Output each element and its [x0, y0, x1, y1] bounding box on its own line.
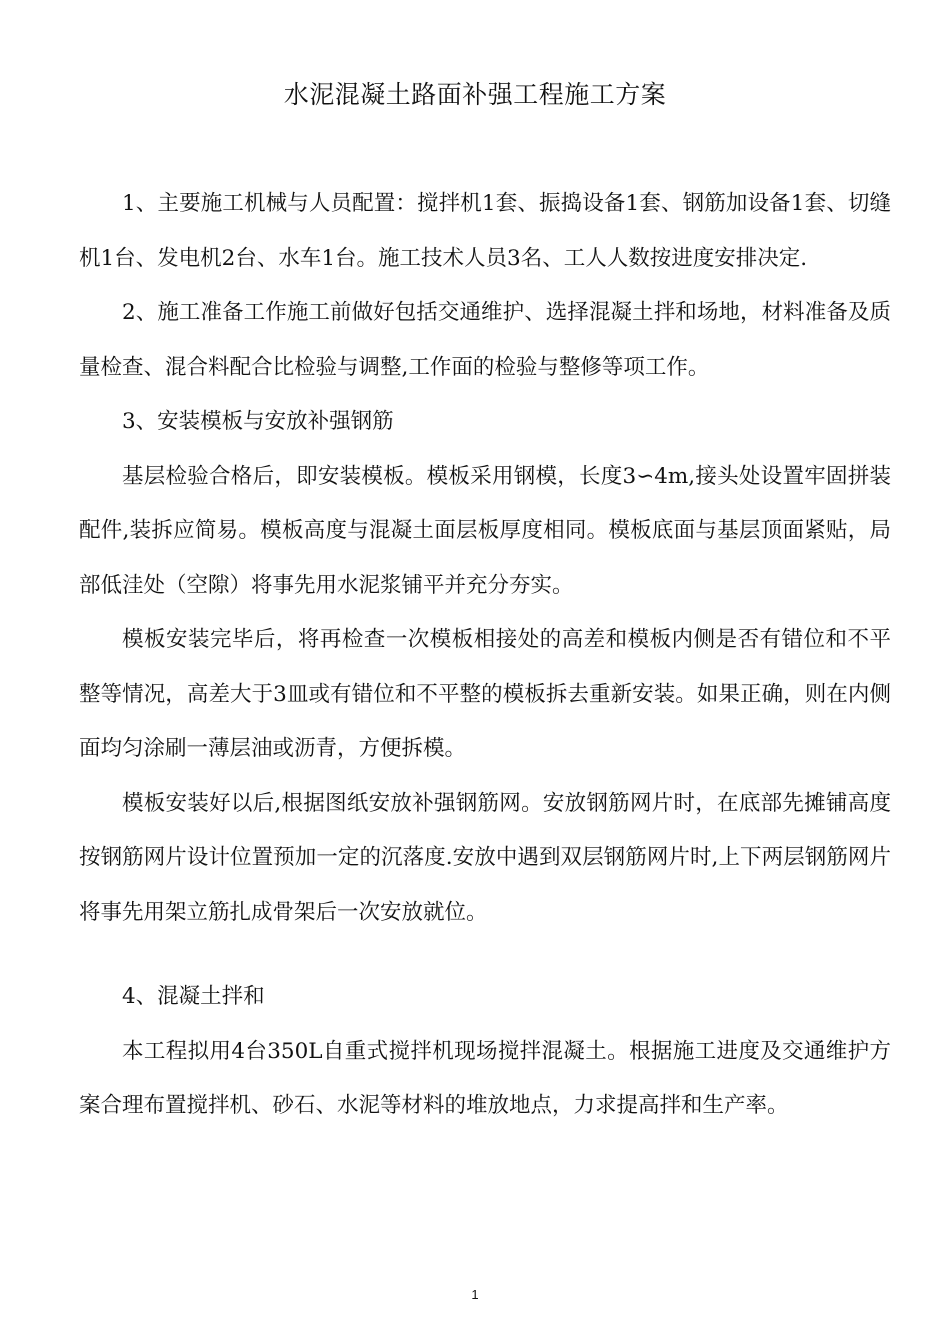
document-title: 水泥混凝土路面补强工程施工方案 [283, 80, 667, 109]
document-body [79, 177, 891, 1134]
paragraph-rebar-placement: 模板安装好以后,根据图纸安放补强钢筋网。安放钢筋网片时，在底部先摊铺高度按钢筋网片设计位置预加一定的沉落度.安放中遇到双层钢筋网片时,上下两层钢筋网片将事先用架立筋扎成骨架后一次安放就位。 [79, 790, 891, 925]
paragraph-preparation: 2、施工准备工作施工前做好包括交通维护、选择混凝土拌和场地，材料准备及质量检查、混合料配合比检验与调整,工作面的检验与整修等项工作。 [79, 300, 891, 380]
paragraph-formwork-check: 模板安装完毕后，将再检查一次模板相接处的高差和模板内侧是否有错位和不平整等情况，高差大于3皿或有错位和不平整的模板拆去重新安装。如果正确，则在内侧面均匀涂刷一薄层油或沥青，方便拆模。 [79, 627, 891, 761]
paragraph-concrete-mixing: 本工程拟用4台350L自重式搅拌机现场搅拌混凝土。根据施工进度及交通维护方案合理布置搅拌机、砂石、水泥等材料的堆放地点，力求提高拌和生产率。 [79, 1038, 891, 1118]
heading-formwork-reinforcement: 3、安装模板与安放补强钢筋 [122, 409, 394, 434]
page-number: 1 [471, 1287, 479, 1302]
heading-concrete-mixing: 4、混凝土拌和 [122, 984, 265, 1009]
paragraph-machinery-staffing: 1、主要施工机械与人员配置：搅拌机1套、振捣设备1套、钢筋加设备1套、切缝机1台、发电机2台、水车1台。施工技术人员3名、工人人数按进度安排决定. [79, 191, 891, 271]
paragraph-formwork-install: 基层检验合格后，即安装模板。模板采用钢模，长度3∽4m,接头处设置牢固拼装配件,装拆应简易。模板高度与混凝土面层板厚度相同。模板底面与基层顶面紧贴，局部低洼处（空隙）将事先用水泥浆铺平并充分夯实。 [79, 463, 891, 598]
